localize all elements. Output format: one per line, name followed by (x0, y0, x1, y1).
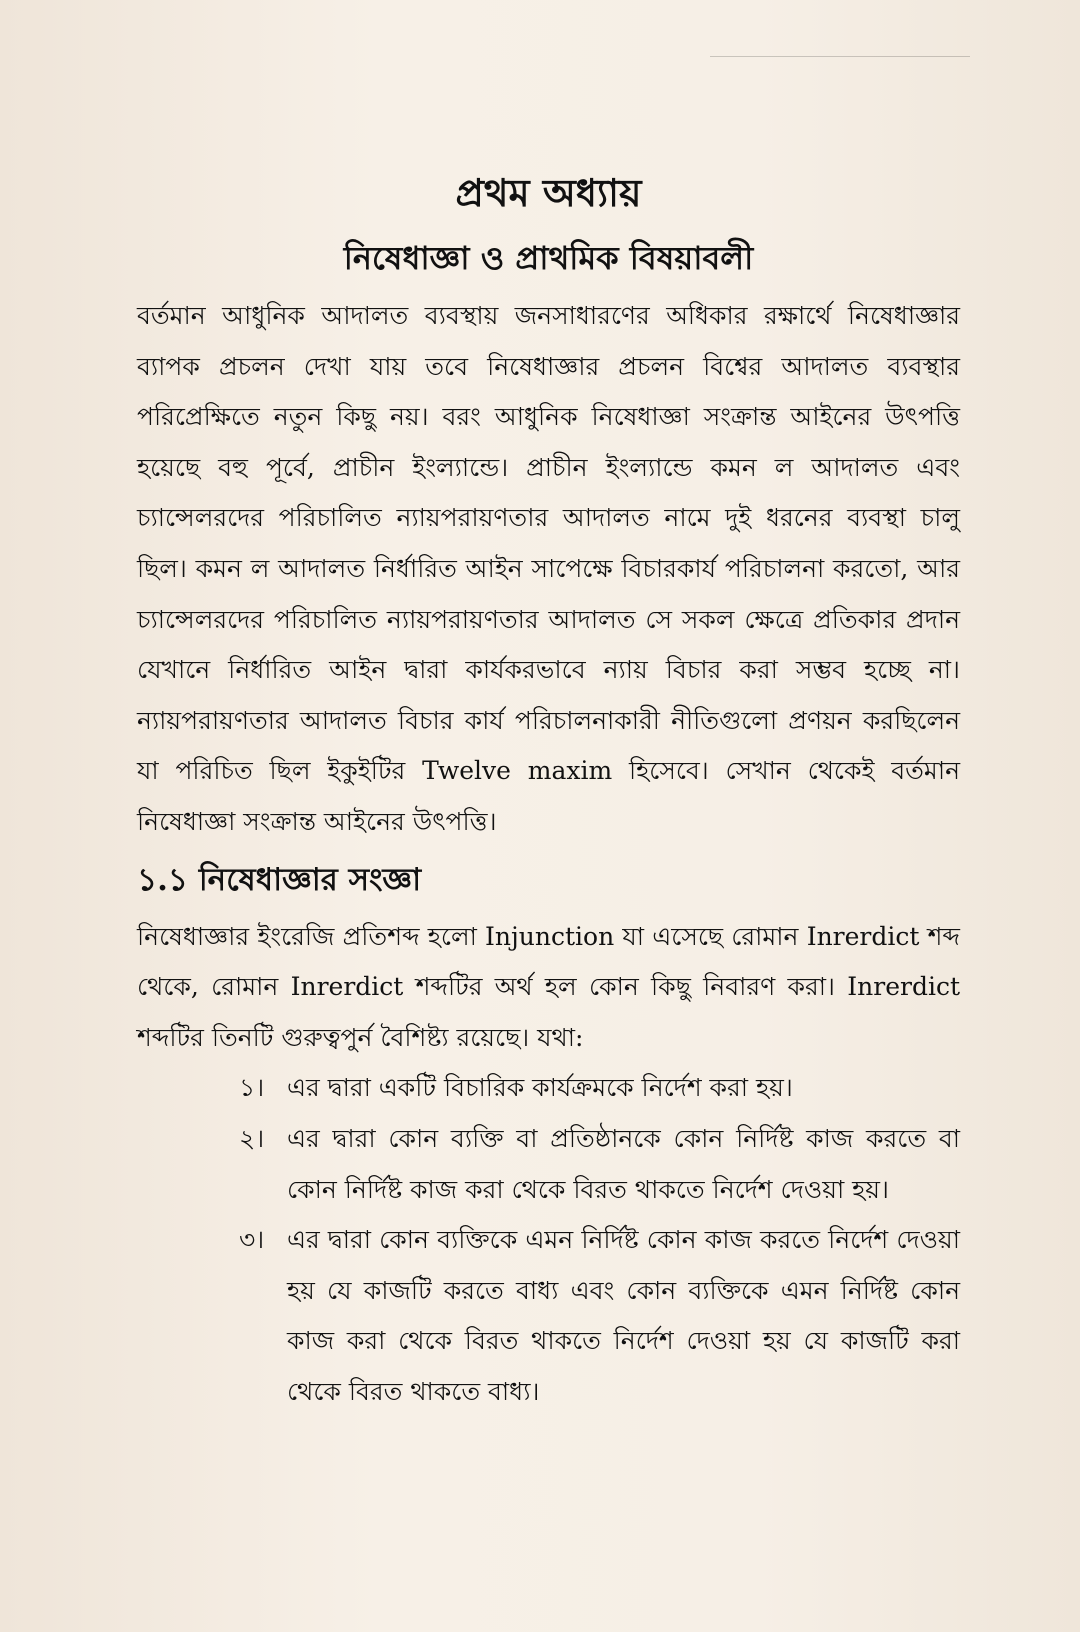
list-item-number: ১। (239, 1073, 265, 1103)
list-item-text: এর দ্বারা কোন ব্যক্তিকে এমন নির্দিষ্ট কোন কাজ করতে নির্দেশ দেওয়া হয় যে কাজটি করতে বাধ্য এবং কোন ব্যক্তিকে এমন নির্দিষ্ট কোন কাজ করা থেকে বিরত থাকতে নির্দেশ দেওয়া হয় যে কাজটি করা থেকে বিরত থাকতে বাধ্য। (287, 1225, 960, 1406)
running-header (710, 30, 970, 57)
list-item (137, 1063, 960, 1114)
list-item (137, 1114, 960, 1215)
chapter-title: প্রথম অধ্যায় (455, 170, 642, 215)
intro-paragraph: বর্তমান আধুনিক আদালত ব্যবস্থায় জনসাধারণের অধিকার রক্ষার্থে নিষেধাজ্ঞার ব্যাপক প্রচলন দেখা যায় তবে নিষেধাজ্ঞার প্রচলন বিশ্বের আদালত ব্যবস্থার পরিপ্রেক্ষিতে নতুন কিছু নয়। বরং আধুনিক নিষেধাজ্ঞা সংক্রান্ত আইনের উৎপত্তি হয়েছে বহু পূর্বে, প্রাচীন ইংল্যান্ডে। প্রাচীন ইংল্যান্ডে কমন ল আদালত এবং চ্যান্সেলরদের পরিচালিত ন্যায়পরায়ণতার আদালত নামে দুই ধরনের ব্যবস্থা চালু ছিল। কমন ল আদালত নির্ধারিত আইন সাপেক্ষে বিচারকার্য পরিচালনা করতো, আর চ্যান্সেলরদের পরিচালিত ন্যায়পরায়ণতার আদালত সে সকল ক্ষেত্রে প্রতিকার প্রদান যেখানে নির্ধারিত আইন দ্বারা কার্যকরভাবে ন্যায় বিচার করা সম্ভব হচ্ছে না। ন্যায়পরায়ণতার আদালত বিচার কার্য পরিচালনাকারী নীতিগুলো প্রণয়ন করছিলেন যা পরিচিত ছিল ইকুইটির Twelve maxim হিসেবে। সেখান থেকেই বর্তমান নিষেধাজ্ঞা সংক্রান্ত আইনের উৎপত্তি। (137, 301, 960, 836)
subsection-heading: ১.১ নিষেধাজ্ঞার সংজ্ঞা (137, 861, 422, 898)
page-content (137, 165, 960, 1417)
definition-paragraph: নিষেধাজ্ঞার ইংরেজি প্রতিশব্দ হলো Injunction যা এসেছে রোমান Inrerdict শব্দ থেকে, রোমান Inrerdict শব্দটির অর্থ হল কোন কিছু নিবারণ করা। Inrerdict শব্দটির তিনটি গুরুত্বপুর্ন বৈশিষ্ট্য রয়েছে। যথা: (137, 921, 960, 1052)
list-item (137, 1215, 960, 1417)
section-title: নিষেধাজ্ঞা ও প্রাথমিক বিষয়াবলী (343, 239, 754, 277)
list-item-number: ২। (239, 1123, 265, 1153)
list-item-number: ৩। (239, 1225, 265, 1255)
list-item-text: এর দ্বারা একটি বিচারিক কার্যক্রমকে নির্দেশ করা হয়। (287, 1073, 793, 1103)
characteristics-list (137, 1063, 960, 1417)
list-item-text: এর দ্বারা কোন ব্যক্তি বা প্রতিষ্ঠানকে কোন নির্দিষ্ট কাজ করতে বা কোন নির্দিষ্ট কাজ করা থেকে বিরত থাকতে নির্দেশ দেওয়া হয়। (287, 1123, 960, 1204)
